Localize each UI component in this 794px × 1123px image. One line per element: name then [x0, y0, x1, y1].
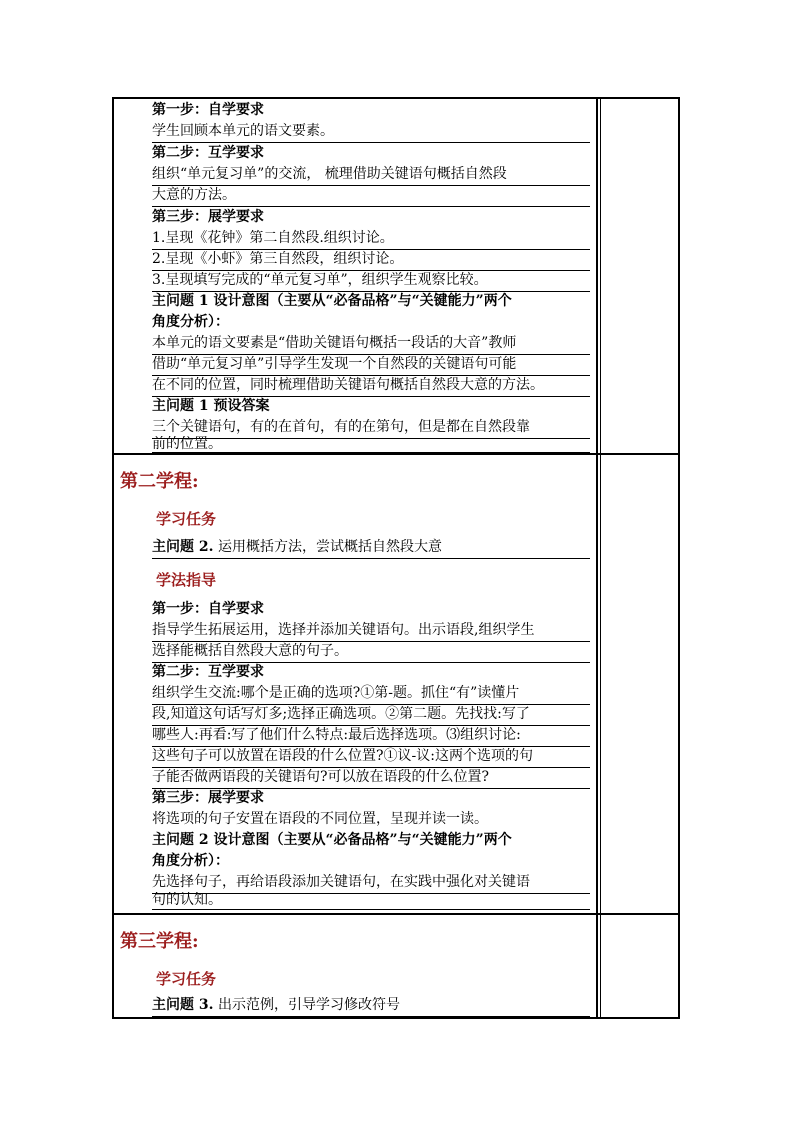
section2-content: [114, 455, 596, 913]
s1-step3-line2: 2.呈现《小虾》第三自然段，组织讨论。: [152, 249, 590, 271]
s2-step1-line2: 选择能概括自然段大意的句子。: [152, 641, 590, 663]
table-row-section3: [114, 915, 678, 1017]
s2-design-line1: 先选择句子，再给语段添加关键语句，在实践中强化对关键语: [152, 872, 590, 894]
s1-step1-title: 第一步：自学要求: [152, 102, 264, 118]
section3-content: [114, 915, 596, 1017]
column-divider-inner: [600, 915, 601, 1017]
s1-step2-line2: 大意的方法。: [152, 185, 590, 207]
s2-design-title-2: 角度分析）：: [152, 853, 229, 869]
s2-design-title-1: 主问题 2 设计意图（主要从“必备品格”与“关键能力”两个: [152, 832, 512, 848]
s1-step2-title: 第二步：互学要求: [152, 145, 264, 161]
s1-step1-text: 学生回顾本单元的语文要素。: [152, 121, 590, 143]
s2-step2-line1: 组织学生交流:哪个是正确的选项?①第-题。抓住“有”读懂片: [152, 683, 590, 705]
s1-step3-line3: 3.呈现填写完成的“单元复习单”，组织学生观察比较。: [152, 270, 590, 292]
s1-design-line1: 本单元的语文要素是“借助关键语句概括一段话的大音”教师: [152, 333, 590, 355]
section2-heading: 第二学程:: [120, 471, 199, 492]
s2-step1-line1: 指导学生拓展运用，选择并添加关键语句。出示语段,组织学生: [152, 620, 590, 642]
s2-step1-title: 第一步：自学要求: [152, 601, 264, 617]
s1-design-line2: 借助“单元复习单”引导学生发现一个自然段的关键语句可能: [152, 354, 590, 376]
section2-question: [152, 537, 590, 559]
s2-step2-title: 第二步：互学要求: [152, 664, 264, 680]
s1-answer-line1: 三个关键语句，有的在首句，有的在第句，但是都在自然段靠: [152, 417, 590, 439]
column-divider: [596, 455, 598, 913]
s2-step3-text: 将选项的句子安置在语段的不同位置，呈现并读一读。: [152, 811, 488, 827]
column-divider: [596, 99, 598, 453]
section2-task-label: 学习任务: [156, 510, 217, 528]
s2-design-line2: 句的认知。: [152, 892, 590, 910]
s1-step2-line1: 组织“单元复习单”的交流， 梳理借助关键语句概括自然段: [152, 164, 590, 186]
s1-answer-title: 主问题 1 预设答案: [152, 398, 270, 414]
table-row-section2: [114, 455, 678, 915]
s1-step3-title: 第三步：展学要求: [152, 209, 264, 225]
lesson-plan-table: [112, 97, 680, 1019]
section1-content: [114, 99, 596, 453]
section2-method-label: 学法指导: [156, 571, 217, 589]
section3-question-prefix: 主问题 3.: [152, 997, 214, 1013]
column-divider: [596, 915, 598, 1017]
column-divider-inner: [600, 455, 601, 913]
s2-step2-line5: 子能否做两语段的关键语句?可以放在语段的什么位置?: [152, 767, 590, 789]
s1-design-line3: 在不同的位置，同时梳理借助关键语句概括自然段大意的方法。: [152, 375, 590, 397]
section2-question-prefix: 主问题 2.: [152, 539, 214, 555]
table-row-section1: [114, 99, 678, 455]
column-divider-inner: [600, 99, 601, 453]
section3-heading: 第三学程:: [120, 931, 199, 952]
section2-question-text: 运用概括方法，尝试概括自然段大意: [213, 539, 442, 555]
s2-step2-line3: 哪些人:再看:写了他们什么特点:最后选择选项。⑶组织讨论:: [152, 725, 590, 747]
section3-task-label: 学习任务: [156, 970, 217, 988]
section3-question: [152, 995, 590, 1017]
s1-design-title-2: 角度分析）：: [152, 314, 229, 330]
s1-design-title-1: 主问题 1 设计意图（主要从“必备品格”与“关键能力”两个: [152, 293, 512, 309]
s2-step2-line4: 这些句子可以放置在语段的什么位置?①议-议:这两个选项的句: [152, 746, 590, 768]
s1-step3-line1: 1.呈现《花钟》第二自然段.组织讨论。: [152, 228, 590, 250]
section3-question-text: 出示范例，引导学习修改符号: [213, 997, 400, 1013]
s2-step2-line2: 段,知道这句话写灯多;选择正确选项。②第二题。先找找:写了: [152, 704, 590, 726]
s2-step3-title: 第三步：展学要求: [152, 790, 264, 806]
s1-answer-line2: 前的位置。: [152, 436, 590, 453]
